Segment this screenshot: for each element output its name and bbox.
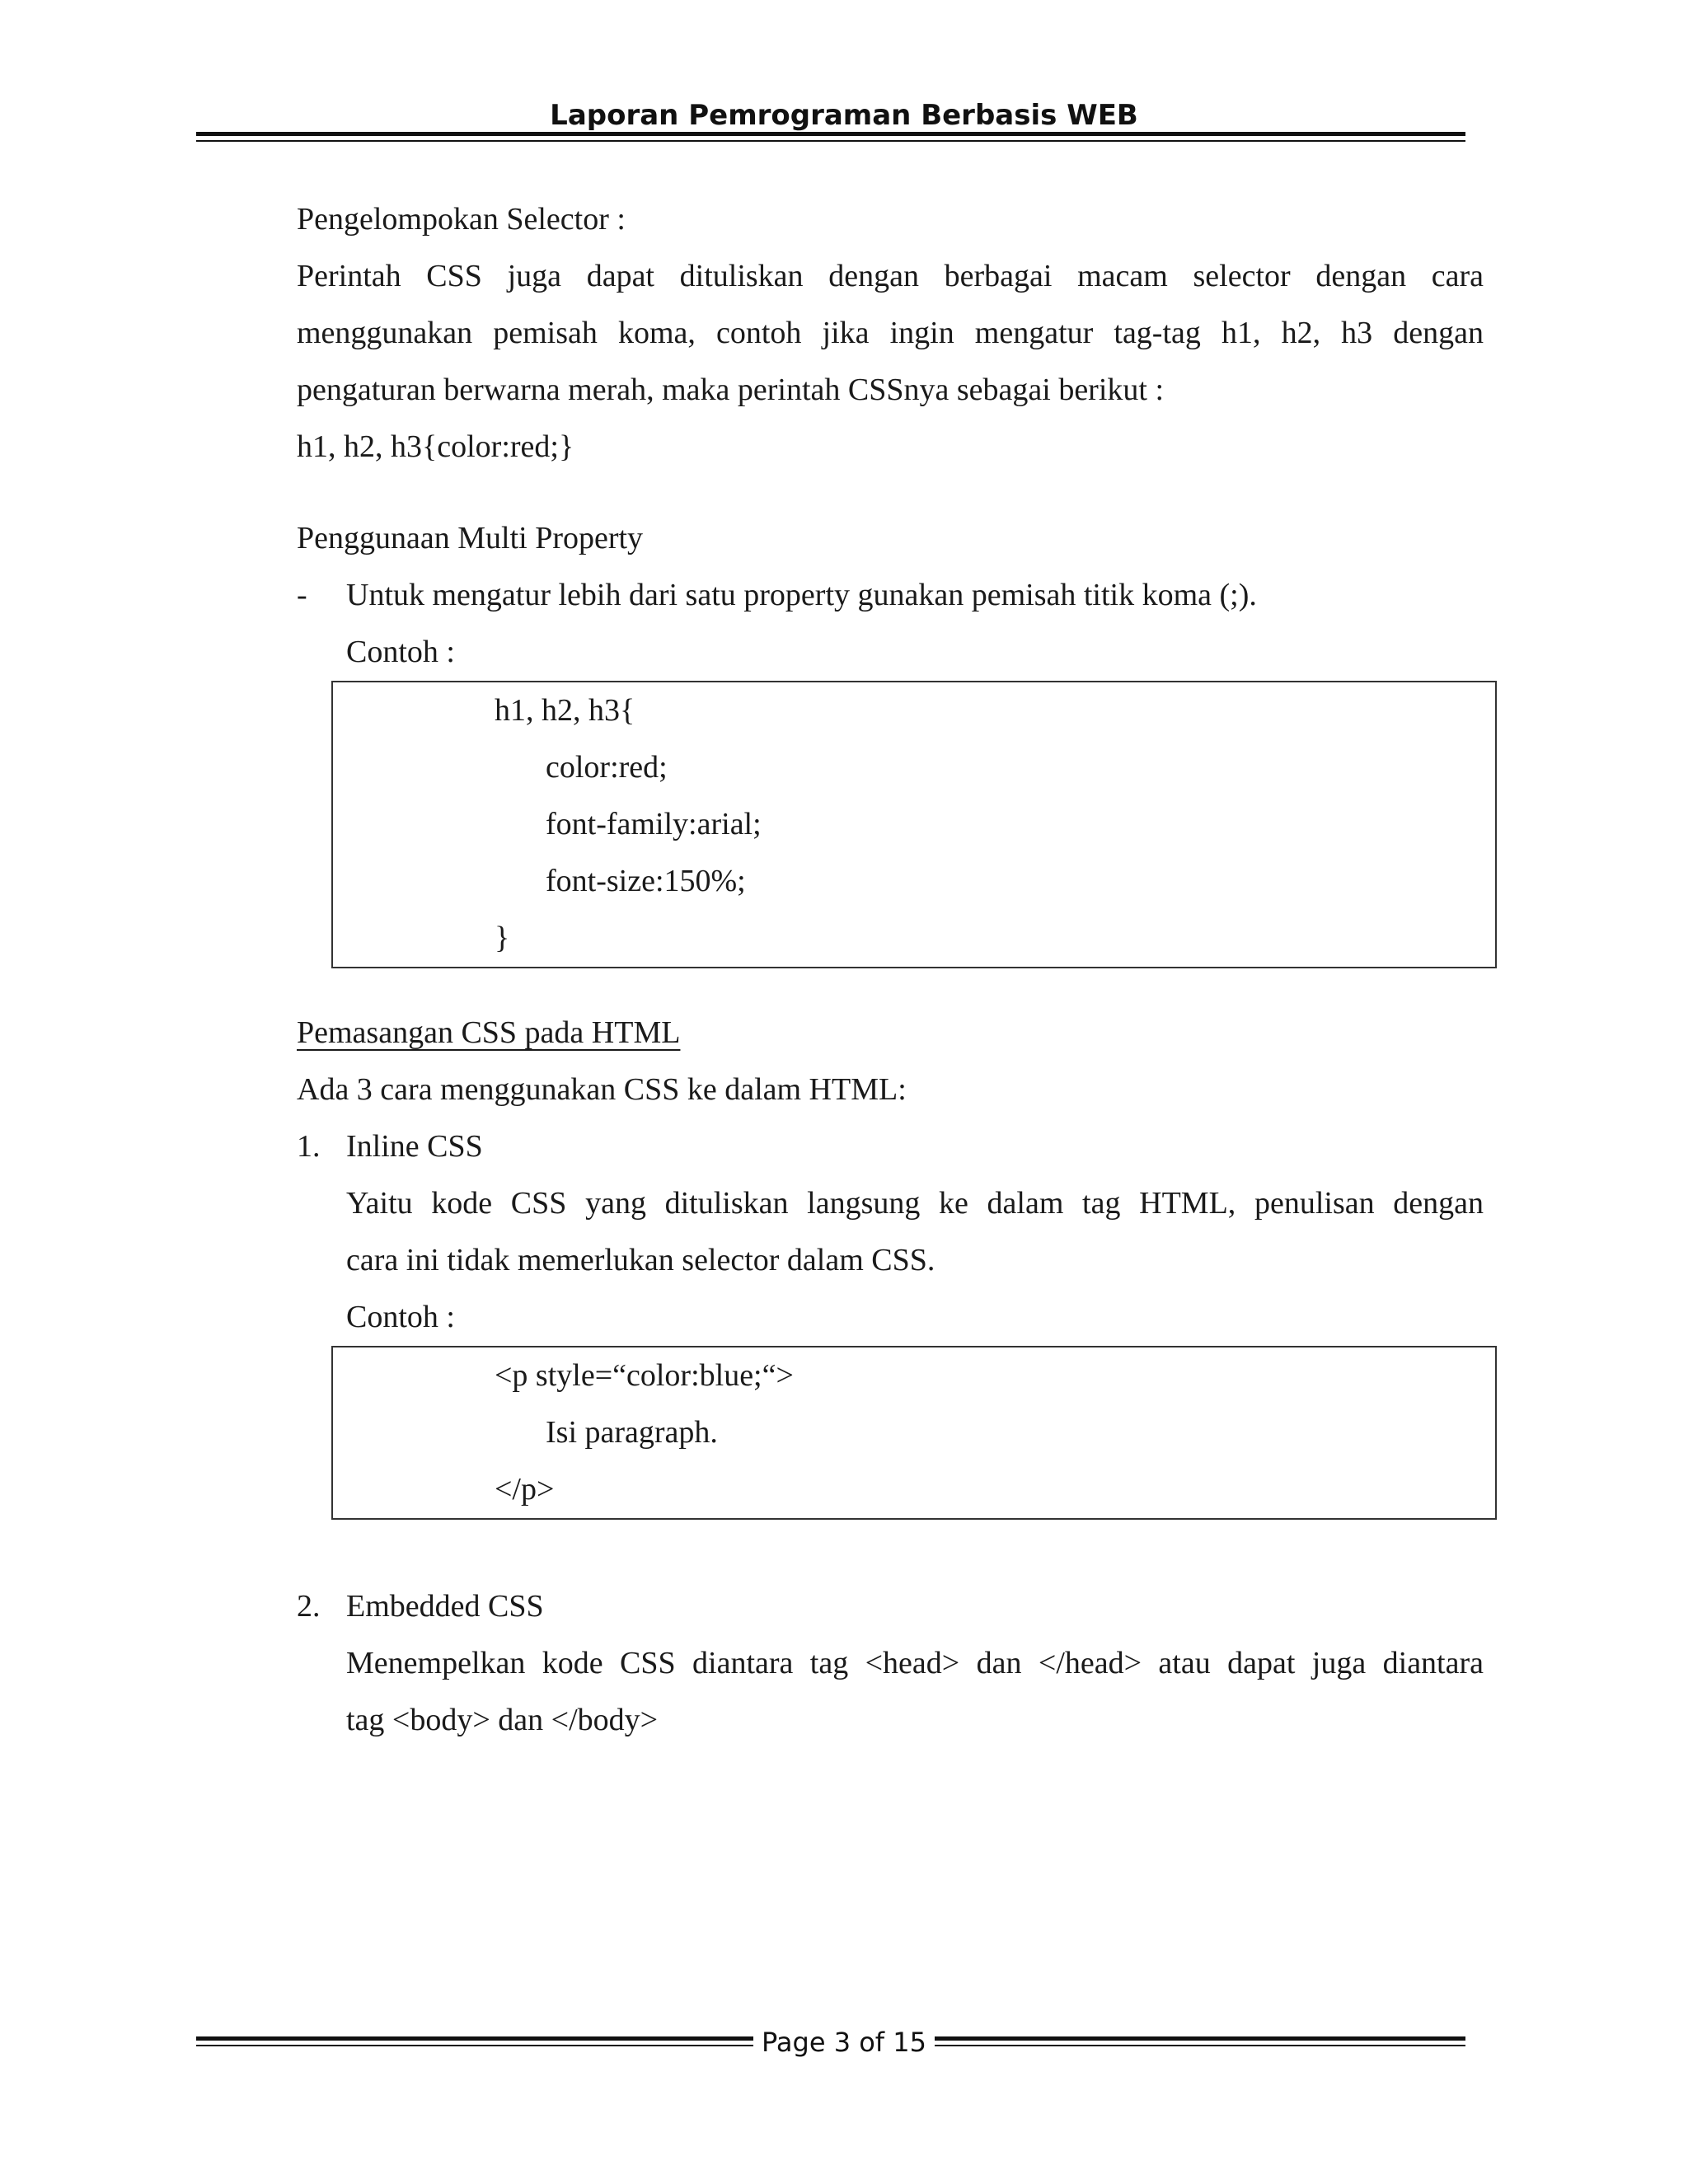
paragraph-line: pengaturan berwarna merah, maka perintah CSSnya sebagai berikut : xyxy=(297,373,1165,407)
spacer xyxy=(297,968,1484,1005)
paragraph-line: Menempelkan kode CSS diantara tag <head> dan </head> atau dapat juga diantara xyxy=(346,1646,1484,1680)
paragraph-line: menggunakan pemisah koma, contoh jika ingin mengatur tag-tag h1, h2, h3 dengan xyxy=(297,316,1484,350)
item-title: Embedded CSS xyxy=(346,1589,544,1624)
paragraph-line: tag <body> dan </body> xyxy=(346,1703,659,1737)
paragraph-line: Ada 3 cara menggunakan CSS ke dalam HTML: xyxy=(297,1072,907,1107)
section-heading-install xyxy=(297,1005,1484,1062)
spacer xyxy=(297,476,1484,510)
header-rule-thick xyxy=(196,132,1465,136)
page-header-title: Laporan Pemrograman Berbasis WEB xyxy=(550,99,1138,132)
section-heading-multi-property: Penggunaan Multi Property xyxy=(297,521,644,555)
numbered-item-1 xyxy=(297,1118,1484,1175)
item-number: 1. xyxy=(297,1129,321,1164)
code-line: h1, h2, h3{ xyxy=(495,693,635,728)
code-line: font-size:150%; xyxy=(546,864,746,898)
paragraph-line: Yaitu kode CSS yang dituliskan langsung ke dalam tag HTML, penulisan dengan xyxy=(346,1186,1484,1221)
numbered-item-2 xyxy=(297,1578,1484,1635)
paragraph-line: cara ini tidak memerlukan selector dalam CSS. xyxy=(346,1243,935,1277)
code-line: font-family:arial; xyxy=(546,807,762,841)
header-rule-thin xyxy=(196,140,1465,142)
code-line: </p> xyxy=(495,1472,555,1507)
page-number-label: Page 3 of 15 xyxy=(753,2027,935,2058)
paragraph-line: Perintah CSS juga dapat dituliskan dengan berbagai macam selector dengan cara xyxy=(297,259,1484,293)
code-line: } xyxy=(495,921,510,955)
code-line: Isi paragraph. xyxy=(546,1415,718,1450)
code-box-inline-css xyxy=(331,1346,1497,1520)
page-number xyxy=(0,2024,1688,2060)
spacer xyxy=(297,1556,1484,1578)
bullet-text: Untuk mengatur lebih dari satu property gunakan pemisah titik koma (;). xyxy=(346,578,1257,612)
spacer xyxy=(297,1520,1484,1556)
bullet-marker: - xyxy=(297,578,307,612)
section-heading-grouping: Pengelompokan Selector : xyxy=(297,202,626,237)
code-line: <p style=“color:blue;“> xyxy=(495,1358,794,1393)
item-number: 2. xyxy=(297,1589,321,1624)
example-label: Contoh : xyxy=(346,635,455,669)
item-title: Inline CSS xyxy=(346,1129,483,1164)
code-line: color:red; xyxy=(546,750,668,785)
example-label: Contoh : xyxy=(346,1300,455,1334)
bullet-item xyxy=(297,567,1484,624)
code-inline: h1, h2, h3{color:red;} xyxy=(297,429,574,464)
section-heading-install-text: Pemasangan CSS pada HTML xyxy=(297,1015,681,1050)
document-body xyxy=(297,191,1484,1749)
code-box-multi-property xyxy=(331,681,1497,968)
